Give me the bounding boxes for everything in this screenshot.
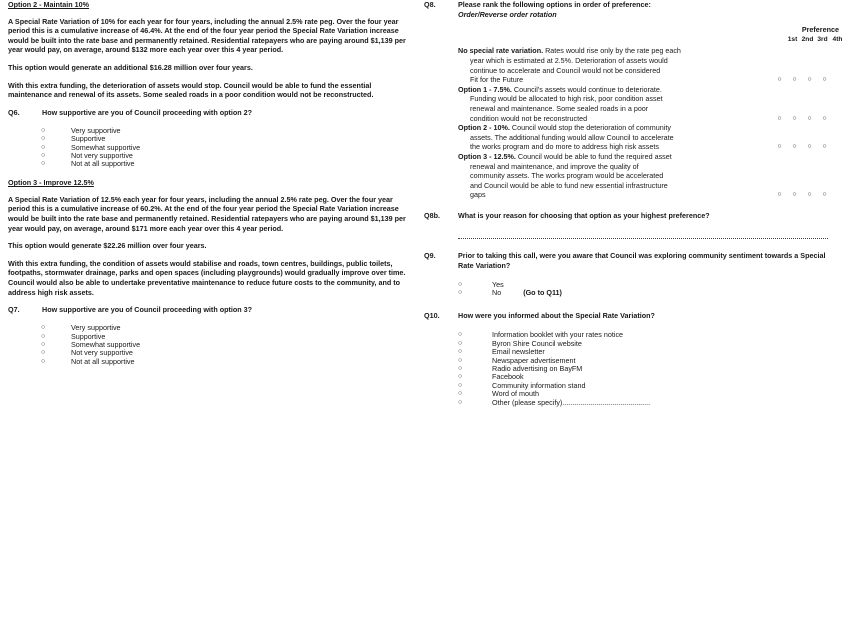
option2-description: A Special Rate Variation of 10% for each year for four years, including the annual 2.5% rate peg. Over the four year period this is a cumulative increase of 46.4%. At the end of the four year period the Special Rate Variation increase would be built into the rate base and permanently retained. Residential ratepayers who are paying around $1,139 per year would pay, on average, around $132 more each year over this 4 year period. xyxy=(8,16,406,55)
q6-text: How supportive are you of Council proceeding with option 2? xyxy=(42,107,253,117)
rank-item-line: continue to accelerate and Council would not be considered xyxy=(470,65,661,75)
q10-text: How were you informed about the Special Rate Variation? xyxy=(458,311,655,321)
q7-options xyxy=(41,324,408,366)
q6-option-label: Not very supportive xyxy=(71,150,133,160)
radio-icon[interactable]: ○ xyxy=(792,76,797,84)
rank-item-line: Rates would rise only by the rate peg each xyxy=(543,46,681,56)
right-column xyxy=(424,0,845,407)
q6-question xyxy=(8,108,408,118)
q7-number: Q7. xyxy=(8,305,20,315)
radio-icon[interactable]: ○ xyxy=(41,151,46,159)
rank-item-title: Option 2 - 10%. xyxy=(458,123,510,133)
rank-item-line: assets. The additional funding would allow Council to accelerate xyxy=(470,132,674,142)
rank-item-line: Council's assets would continue to deteriorate. xyxy=(511,84,662,94)
option3-heading: Option 3 - Improve 12.5% xyxy=(8,178,94,188)
pref-col-label: 1st xyxy=(787,35,798,43)
q10-option-label: Community information stand xyxy=(492,380,586,390)
q10-option[interactable] xyxy=(458,398,845,406)
q6-option[interactable] xyxy=(41,160,408,168)
radio-icon[interactable]: ○ xyxy=(458,356,463,364)
rank-item-line: the works program and do more to address high risk assets xyxy=(470,142,659,152)
preference-columns xyxy=(424,35,845,45)
q8b-answer-line[interactable] xyxy=(458,230,828,239)
radio-icon[interactable]: ○ xyxy=(822,76,827,84)
q10-option-label: Radio advertising on BayFM xyxy=(492,364,583,373)
rank-item-line: Council would stop the deterioration of community xyxy=(509,123,671,133)
q9-option[interactable] xyxy=(458,281,845,289)
q10-option-label: Word of mouth xyxy=(492,389,540,399)
rank-item-no-srv xyxy=(458,46,845,84)
radio-icon[interactable]: ○ xyxy=(41,332,46,340)
q8b-text: What is your reason for choosing that option as your highest preference? xyxy=(458,210,710,220)
rank-item-option3 xyxy=(458,152,845,200)
preference-header: Preference xyxy=(801,25,839,35)
radio-icon[interactable]: ○ xyxy=(822,143,827,151)
q6-option-label: Somewhat supportive xyxy=(71,142,141,152)
q7-option-label: Supportive xyxy=(71,331,106,341)
q9-option-label: Yes xyxy=(492,280,504,290)
rank-item-title: Option 1 - 7.5%. xyxy=(458,84,512,94)
rank-item-line: gaps xyxy=(470,190,486,200)
radio-icon[interactable]: ○ xyxy=(458,281,463,289)
rank-item-option2 xyxy=(458,123,845,152)
q10-option-label: Facebook xyxy=(492,372,524,382)
radio-icon[interactable]: ○ xyxy=(458,339,463,347)
q6-option-label: Not at all supportive xyxy=(71,159,135,169)
radio-icon[interactable]: ○ xyxy=(41,324,46,332)
rank-item-line: Fit for the Future xyxy=(470,75,524,85)
radio-icon[interactable]: ○ xyxy=(777,114,782,122)
q6-number: Q6. xyxy=(8,107,20,117)
q10-question xyxy=(424,311,845,321)
q6-options xyxy=(41,126,408,168)
q10-option-label: Byron Shire Council website xyxy=(492,338,582,348)
radio-icon[interactable]: ○ xyxy=(458,398,463,406)
rank-item-line: renewal and maintenance, and improve the quality of xyxy=(470,161,639,171)
q7-option-label: Not at all supportive xyxy=(71,356,135,366)
q7-question xyxy=(8,305,408,315)
rank-radios xyxy=(772,123,832,152)
q7-option[interactable] xyxy=(41,357,408,365)
q10-option-label: Other (please specify)............................................ xyxy=(492,397,651,407)
option3-outcome: With this extra funding, the condition of assets would stabilise and roads, town centres, buildings, public toilets, footpaths, stormwater drainage, parks and open spaces (including playgrounds) would gradually improve over time. Council would also be able to undertake preventative maintenance to reduce future costs to the community, and to address high risk assets. xyxy=(8,258,406,297)
rank-radios xyxy=(772,46,832,84)
rank-item-line: renewal and maintenance. Some sealed roads in a poor xyxy=(470,103,649,113)
radio-icon[interactable]: ○ xyxy=(41,341,46,349)
radio-icon[interactable]: ○ xyxy=(807,114,812,122)
q10-option-label: Newspaper advertisement xyxy=(492,355,576,365)
q8-text: Please rank the following options in order of preference: xyxy=(458,0,651,9)
radio-icon[interactable]: ○ xyxy=(41,349,46,357)
q9-number: Q9. xyxy=(424,251,436,261)
pref-col-label: 3rd xyxy=(817,35,828,43)
q10-option-label: Information booklet with your rates notice xyxy=(492,330,624,340)
q8-subtext: Order/Reverse order rotation xyxy=(458,9,557,19)
radio-icon[interactable]: ○ xyxy=(458,331,463,339)
radio-icon[interactable]: ○ xyxy=(458,365,463,372)
radio-icon[interactable]: ○ xyxy=(792,191,797,199)
option2-outcome: With this extra funding, the deterioration of assets would stop. Council would be able to fund the essential maintenance and renewal of its assets. Some sealed roads in a poor condition would not be reconstructed. xyxy=(8,80,374,100)
rank-item-line: community assets. The works program would be accelerated xyxy=(470,171,664,181)
radio-icon[interactable]: ○ xyxy=(458,381,463,389)
option2-funding: This option would generate an additional $16.28 million over four years. xyxy=(8,62,253,72)
option3-funding: This option would generate $22.26 million over four years. xyxy=(8,241,207,251)
rank-item-line: Funding would be allocated to high risk, poor condition asset xyxy=(470,94,663,104)
q9-goto: (Go to Q11) xyxy=(523,288,562,298)
radio-icon[interactable]: ○ xyxy=(41,160,46,168)
q7-option-label: Somewhat supportive xyxy=(71,340,141,350)
q9-options xyxy=(458,281,845,298)
q8-number: Q8. xyxy=(424,0,436,9)
radio-icon[interactable]: ○ xyxy=(822,114,827,122)
q10-options xyxy=(458,331,845,407)
rank-item-option1 xyxy=(458,85,845,123)
pref-col-label: 4th xyxy=(832,35,843,43)
radio-icon[interactable]: ○ xyxy=(41,143,46,151)
radio-icon[interactable]: ○ xyxy=(807,143,812,151)
radio-icon[interactable]: ○ xyxy=(41,135,46,143)
option3-description: A Special Rate Variation of 12.5% each year for four years, including the annual 2.5% rate peg. Over the four year period this is a cumulative increase of 60.2%. At the end of the four year period the Special Rate Variation increase would be built into the rate base and permanently retained. Residential ratepayers who are paying around $1,139 per year would pay, on average, around $171 more each year over this 4 year period. xyxy=(8,194,406,233)
q9-text: Prior to taking this call, were you aware that Council was exploring community sentiment towards a Special Rate Variation? xyxy=(458,251,826,271)
q8-question xyxy=(424,0,845,10)
radio-icon[interactable]: ○ xyxy=(458,348,463,356)
radio-icon[interactable]: ○ xyxy=(792,143,797,151)
q10-option-label: Email newsletter xyxy=(492,347,545,357)
radio-icon[interactable]: ○ xyxy=(807,76,812,84)
radio-icon[interactable]: ○ xyxy=(458,373,463,381)
rank-item-line: condition would not be reconstructed xyxy=(470,113,588,123)
rank-radios xyxy=(772,85,832,123)
rank-radios xyxy=(772,152,832,200)
rank-item-title: No special rate variation. xyxy=(458,46,544,56)
q7-option-label: Not very supportive xyxy=(71,348,133,358)
q8b-question xyxy=(424,211,845,221)
q7-option-label: Very supportive xyxy=(71,323,121,333)
rank-item-line: year which is estimated at 2.5%. Deterioration of assets would xyxy=(470,55,668,65)
left-column xyxy=(8,0,408,376)
radio-icon[interactable]: ○ xyxy=(777,76,782,84)
q7-text: How supportive are you of Council proceeding with option 3? xyxy=(42,305,253,315)
radio-icon[interactable]: ○ xyxy=(777,143,782,151)
q6-option-label: Supportive xyxy=(71,134,106,144)
q10-number: Q10. xyxy=(424,311,440,321)
radio-icon[interactable]: ○ xyxy=(807,191,812,199)
q9-option[interactable] xyxy=(458,289,845,297)
q9-option-label: No xyxy=(492,288,502,298)
pref-col-label: 2nd xyxy=(801,35,814,43)
radio-icon[interactable]: ○ xyxy=(41,357,46,365)
radio-icon[interactable]: ○ xyxy=(822,191,827,199)
q6-option-label: Very supportive xyxy=(71,125,121,135)
radio-icon[interactable]: ○ xyxy=(41,126,46,134)
rank-item-line: Council would be able to fund the required asset xyxy=(515,151,672,161)
radio-icon[interactable]: ○ xyxy=(458,289,463,297)
radio-icon[interactable]: ○ xyxy=(792,114,797,122)
rank-item-title: Option 3 - 12.5%. xyxy=(458,151,516,161)
rank-item-line: and Council would be able to fund new essential infrastructure xyxy=(470,180,668,190)
option2-heading: Option 2 - Maintain 10% xyxy=(8,0,90,9)
q9-question xyxy=(424,251,845,270)
radio-icon[interactable]: ○ xyxy=(458,390,463,398)
q8b-number: Q8b. xyxy=(424,210,440,220)
radio-icon[interactable]: ○ xyxy=(777,191,782,199)
